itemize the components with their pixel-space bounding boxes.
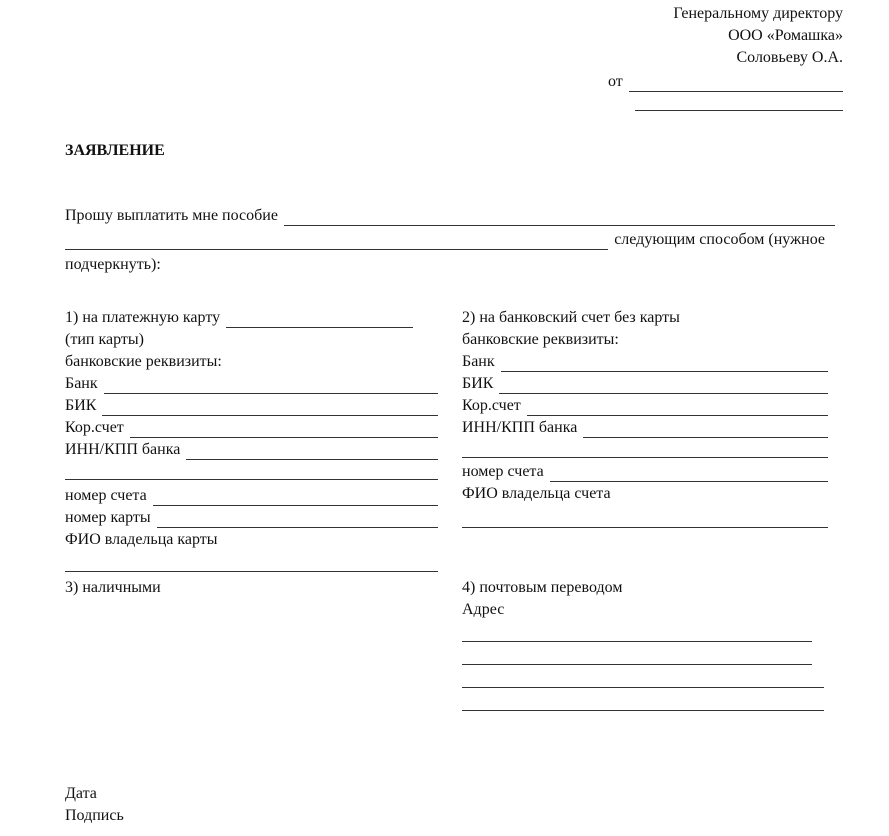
field-underline: [153, 490, 438, 506]
field-label: номер счета: [462, 463, 544, 480]
form-row: [462, 308, 828, 328]
field-underline: [550, 466, 828, 482]
form-row: [65, 440, 438, 460]
field-label: БИК: [65, 397, 97, 414]
field-underline: [130, 422, 438, 438]
form-row: [65, 530, 438, 550]
form-row: [65, 396, 438, 416]
address-underline: [462, 672, 824, 688]
underline: [462, 649, 812, 665]
field-underline: [186, 444, 438, 460]
from-field: [608, 72, 843, 92]
field-underline: [65, 464, 438, 480]
form-row: [462, 330, 828, 350]
field-label: БИК: [462, 375, 494, 392]
addressee-company: ООО «Ромашка»: [728, 27, 843, 44]
document-title: ЗАЯВЛЕНИЕ: [65, 142, 165, 159]
field-underline: [462, 512, 828, 528]
field-underline: [501, 356, 828, 372]
field-label: ИНН/КПП банка: [462, 419, 578, 436]
field-label: ИНН/КПП банка: [65, 441, 181, 458]
form-row: [462, 374, 828, 394]
field-label: Банк: [462, 353, 495, 370]
form-row: [65, 508, 438, 528]
field-underline: [583, 422, 828, 438]
field-underline: [226, 312, 413, 328]
benefit-underline: [284, 210, 835, 226]
field-label: 2) на банковский счет без карты: [462, 309, 680, 326]
address-underline: [462, 695, 824, 711]
addressee-position: Генеральному директору: [673, 5, 843, 22]
form-row: [462, 418, 828, 438]
field-label: ФИО владельца счета: [462, 485, 611, 502]
address-label: Адрес: [462, 601, 505, 618]
underline: [462, 672, 824, 688]
field-label: ФИО владельца карты: [65, 531, 218, 548]
field-underline: [102, 400, 438, 416]
field-label: Кор.счет: [462, 397, 521, 414]
form-row: [65, 374, 438, 394]
field-underline: [499, 378, 828, 394]
form-row: [65, 418, 438, 438]
field-label: (тип карты): [65, 331, 144, 348]
request-line-1: [65, 206, 835, 226]
field-underline: [527, 400, 828, 416]
field-label: Банк: [65, 375, 98, 392]
option-postal: 4) почтовым переводом: [462, 579, 623, 596]
form-row: [462, 512, 828, 528]
from-extra-line: [635, 95, 843, 111]
underline: [462, 626, 812, 642]
form-row: [65, 464, 438, 480]
field-label: номер счета: [65, 487, 147, 504]
request-text-2: следующим способом (нужное: [614, 231, 825, 248]
form-row: [65, 308, 413, 328]
field-underline: [462, 442, 828, 458]
option-cash: 3) наличными: [65, 579, 161, 596]
from-label: от: [608, 73, 623, 90]
underline: [462, 695, 824, 711]
form-row: [462, 442, 828, 458]
field-underline: [157, 512, 438, 528]
addressee-name: Соловьеву О.А.: [736, 49, 843, 66]
signature-label: Подпись: [65, 807, 124, 824]
form-row: [65, 352, 438, 372]
field-underline: [104, 378, 438, 394]
field-label: Кор.счет: [65, 419, 124, 436]
address-underline: [462, 649, 812, 665]
benefit-underline-2: [65, 234, 608, 250]
field-underline: [65, 556, 438, 572]
field-label: банковские реквизиты:: [462, 331, 619, 348]
address-underline: [462, 626, 812, 642]
form-row: [462, 396, 828, 416]
form-row: [462, 484, 828, 504]
from-underline: [629, 76, 843, 92]
form-row: [65, 330, 438, 350]
form-row: [462, 352, 828, 372]
request-text-1: Прошу выплатить мне пособие: [65, 207, 278, 224]
field-label: 1) на платежную карту: [65, 309, 221, 326]
request-text-3: подчеркнуть):: [65, 256, 161, 273]
field-label: номер карты: [65, 509, 151, 526]
form-row: [65, 556, 438, 572]
form-row: [462, 462, 828, 482]
field-label: банковские реквизиты:: [65, 353, 222, 370]
request-line-2: [65, 230, 825, 250]
form-row: [65, 486, 438, 506]
date-label: Дата: [65, 785, 97, 802]
